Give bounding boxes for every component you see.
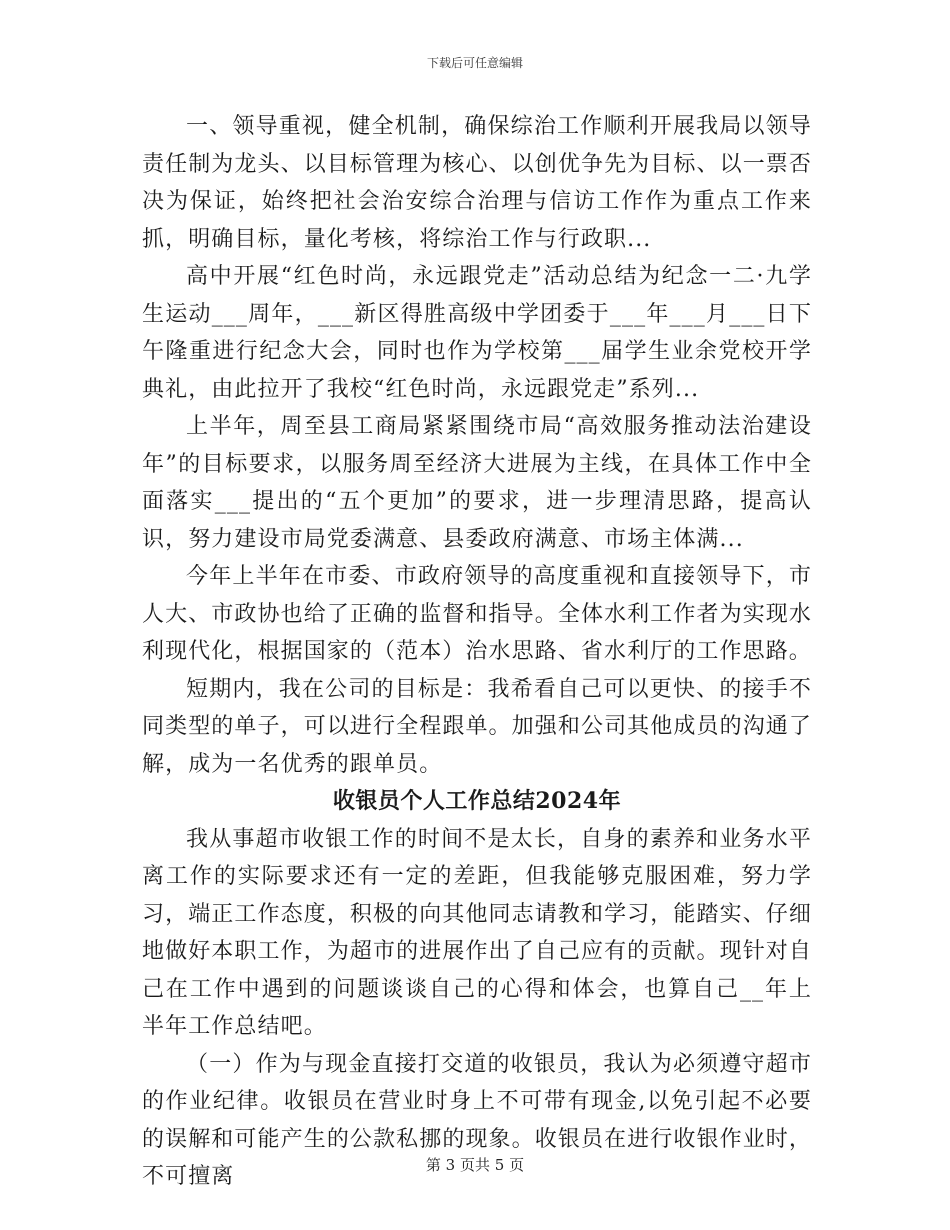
paragraph: 上半年，周至县工商局紧紧围绕市局“高效服务推动法治建设年”的目标要求，以服务周至经济大进展为主线，在具体工作中全面落实___提出的“五个更加”的要求，进一步理清思路，提高认识，努力建设市局党委满意、县委政府满意、市场主体满...	[142, 414, 812, 552]
paragraph: 今年上半年在市委、市政府领导的高度重视和直接领导下，市人大、市政协也给了正确的监督和指导。全体水利工作者为实现水利现代化，根据国家的（范本）治水思路、省水利厅的工作思路。	[142, 564, 812, 664]
paragraph: 短期内，我在公司的目标是：我希看自己可以更快、的接手不同类型的单子，可以进行全程跟单。加强和公司其他成员的沟通了解，成为一名优秀的跟单员。	[142, 676, 812, 777]
paragraph: 我从事超市收银工作的时间不是太长，自身的素养和业务水平离工作的实际要求还有一定的差距，但我能够克服困难，努力学习，端正工作态度，积极的向其他同志请教和学习，能踏实、仔细地做好本职工作，为超市的进展作出了自己应有的贡献。现针对自己在工作中遇到的问题谈谈自己的心得和体会，也算自己__年上半年工作总结吧。	[142, 826, 812, 1039]
paragraph: （一）作为与现金直接打交道的收银员，我认为必须遵守超市的作业纪律。收银员在营业时身上不可带有现金,以免引起不必要的误解和可能产生的公款私挪的现象。收银员在进行收银作业时，不可擅离	[142, 1051, 812, 1189]
paragraph: 高中开展“红色时尚，永远跟党走”活动总结为纪念一二·九学生运动___周年，___新区得胜高级中学团委于___年___月___日下午隆重进行纪念大会，同时也作为学校第___届学生业余党校开学典礼，由此拉开了我校“红色时尚，永远跟党走”系列...	[142, 264, 812, 402]
paragraph: 一、领导重视，健全机制，确保综治工作顺利开展我局以领导责任制为龙头、以目标管理为核心、以创优争先为目标、以一票否决为保证，始终把社会治安综合治理与信访工作作为重点工作来抓，明确目标，量化考核，将综治工作与行政职...	[142, 114, 812, 252]
section-title: 收银员个人工作总结2024年	[332, 788, 622, 814]
document-body	[142, 108, 812, 1196]
page-footer: 第 3 页共 5 页	[425, 1156, 525, 1174]
page-header: 下载后可任意编辑	[426, 56, 523, 70]
